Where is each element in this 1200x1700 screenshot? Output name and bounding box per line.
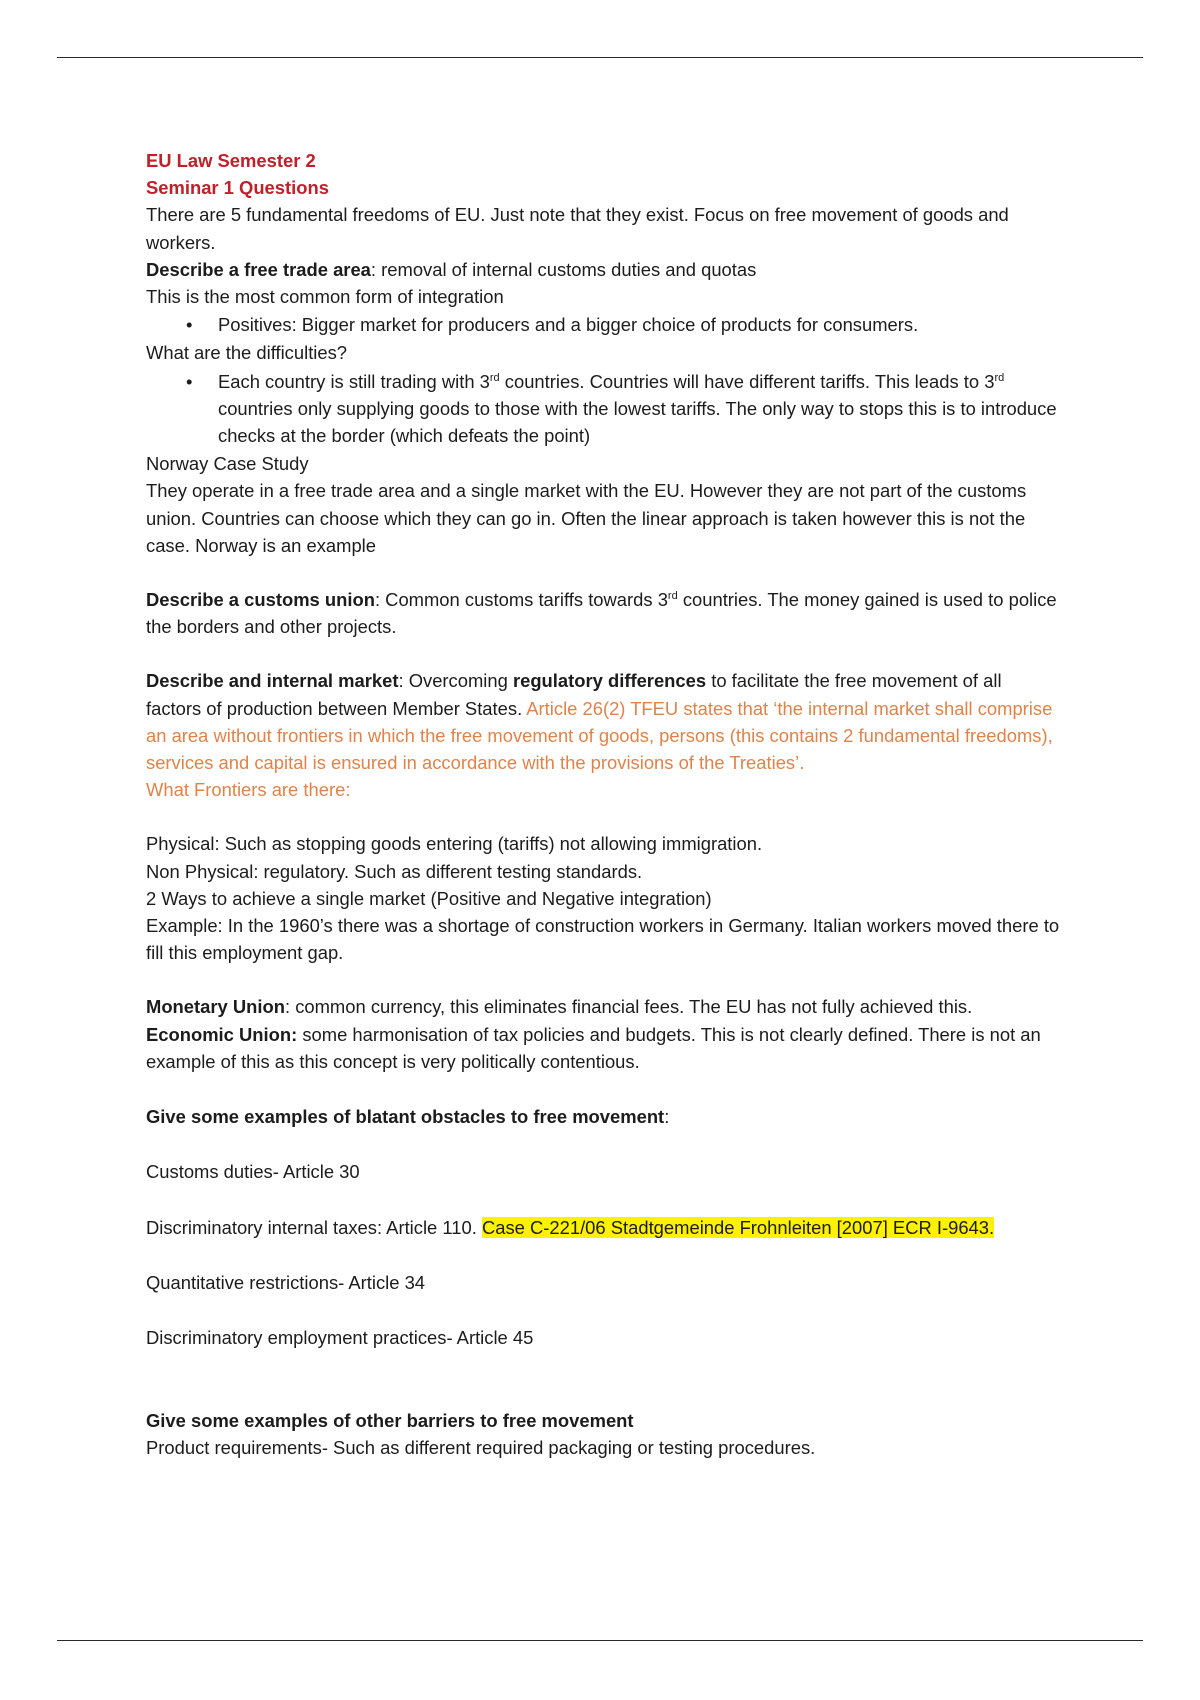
- customs-union-term: Describe a customs union: [146, 589, 375, 611]
- economic-union-term: Economic Union:: [146, 1023, 298, 1045]
- spacer: [146, 1130, 1061, 1158]
- difficulty-text-a: Each country is still trading with 3: [218, 370, 490, 392]
- bullet-positives: [146, 311, 1061, 338]
- spacer: [146, 1241, 1061, 1269]
- customs-duties: Customs duties- Article 30: [146, 1161, 360, 1183]
- product-requirements: Product requirements- Such as different required packaging or testing procedures.: [146, 1437, 816, 1459]
- internal-market-text-a: : Overcoming: [398, 670, 513, 692]
- other-barriers-question: [146, 1407, 1061, 1434]
- free-trade-term: Describe a free trade area: [146, 258, 371, 280]
- norway-text: They operate in a free trade area and a single market with the EU. However they are not part of the customs union. Countries can choose which they can go in. Often the linear approach is taken however this is not the case. Norway is an example: [146, 480, 1027, 556]
- spacer: [146, 1075, 1061, 1103]
- bullet-difficulties: [146, 368, 1061, 450]
- top-rule: [57, 57, 1143, 58]
- blatant-colon: :: [664, 1106, 670, 1128]
- free-trade-common: This is the most common form of integration: [146, 286, 504, 308]
- discriminatory-taxes: [146, 1214, 1061, 1241]
- example-paragraph: Example: In the 1960’s there was a shortage of construction workers in Germany. Italian workers moved there to fill this employment gap.: [146, 915, 1060, 964]
- two-ways: 2 Ways to achieve a single market (Positive and Negative integration): [146, 887, 712, 909]
- superscript-rd: rd: [489, 371, 500, 384]
- other-barriers-text: Give some examples of other barriers to free movement: [146, 1410, 634, 1432]
- spacer: [146, 640, 1061, 667]
- article-26-quote: Article 26(2) TFEU states that ‘the internal market shall comprise an area without frontiers in which the free movement of goods, persons (this contains 2 fundamental freedoms), services and capital is ensured in accordance with the provisions of the Treaties’.: [146, 697, 1053, 774]
- bullet-icon: •: [186, 314, 193, 336]
- bullet-icon: •: [186, 370, 193, 392]
- spacer: [146, 803, 1061, 830]
- customs-union-text-a: : Common customs tariffs towards 3: [374, 589, 668, 611]
- quantitative-restrictions: Quantitative restrictions- Article 34: [146, 1271, 426, 1293]
- regulatory-differences: regulatory differences: [512, 670, 707, 692]
- bottom-rule: [57, 1640, 1143, 1641]
- internal-market-paragraph: [146, 667, 1061, 776]
- spacer: [146, 1296, 1061, 1324]
- spacer: [146, 1379, 1061, 1407]
- free-trade-paragraph: [146, 256, 1061, 283]
- non-physical-frontier: Non Physical: regulatory. Such as different testing standards.: [146, 860, 643, 882]
- positives-text: Positives: Bigger market for producers and a bigger choice of products for consumers.: [218, 314, 919, 336]
- spacer: [146, 966, 1061, 993]
- blatant-question: [146, 1103, 1061, 1130]
- frontiers-question: What Frontiers are there:: [146, 779, 351, 801]
- internal-market-text-b: to facilitate the free movement of all factors of production between Member States.: [146, 670, 1002, 719]
- free-trade-definition: : removal of internal customs duties and quotas: [370, 258, 757, 280]
- spacer: [146, 1186, 1061, 1214]
- physical-frontier: Physical: Such as stopping goods entering (tariffs) not allowing immigration.: [146, 833, 763, 855]
- monetary-union-paragraph: [146, 993, 1061, 1020]
- internal-market-term: Describe and internal market: [146, 670, 399, 692]
- document-body: [146, 147, 1061, 1462]
- doc-title: EU Law Semester 2: [146, 150, 316, 171]
- difficulty-text-c: countries only supplying goods to those with the lowest tariffs. The only way to stops this is to introduce checks at the border (which defeats the point): [218, 397, 1057, 447]
- spacer: [146, 1351, 1061, 1379]
- taxes-text: Discriminatory internal taxes: Article 110.: [146, 1216, 482, 1238]
- customs-union-paragraph: [146, 586, 1061, 640]
- monetary-union-term: Monetary Union: [146, 996, 285, 1018]
- difficulty-text-b: countries. Countries will have different tariffs. This leads to 3: [499, 370, 995, 392]
- monetary-union-text: : common currency, this eliminates financial fees. The EU has not fully achieved this.: [284, 996, 973, 1018]
- difficulties-question: What are the difficulties?: [146, 342, 348, 364]
- intro-paragraph: There are 5 fundamental freedoms of EU. Just note that they exist. Focus on free movement of goods and workers.: [146, 204, 1009, 253]
- spacer: [146, 559, 1061, 586]
- customs-union-text-b: countries. The money gained is used to police the borders and other projects.: [146, 589, 1057, 638]
- superscript-rd: rd: [994, 371, 1005, 384]
- economic-union-paragraph: [146, 1021, 1061, 1075]
- discriminatory-employment: Discriminatory employment practices- Article 45: [146, 1326, 534, 1348]
- norway-title: Norway Case Study: [146, 453, 309, 475]
- economic-union-text: some harmonisation of tax policies and budgets. This is not clearly defined. There is not an example of this as this concept is very politically contentious.: [146, 1023, 1041, 1072]
- doc-subtitle: Seminar 1 Questions: [146, 177, 329, 199]
- highlighted-case: Case C-221/06 Stadtgemeinde Frohnleiten [2007] ECR I-9643.: [481, 1216, 995, 1238]
- blatant-question-text: Give some examples of blatant obstacles to free movement: [146, 1106, 665, 1128]
- superscript-rd: rd: [667, 589, 678, 602]
